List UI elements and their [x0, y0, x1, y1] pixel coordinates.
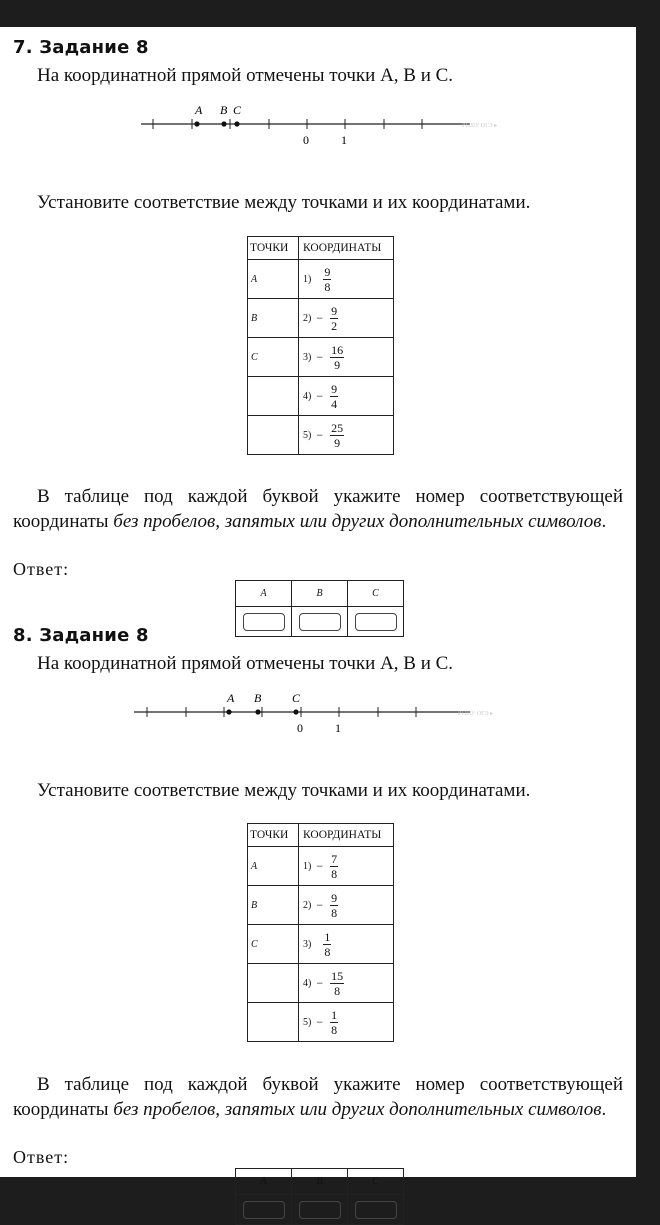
answer-cell-a	[236, 607, 292, 637]
answer-input-b[interactable]	[299, 1201, 341, 1219]
empty-cell	[248, 1003, 299, 1042]
match-prompt: Установите соответствие между точками и их координатами.	[37, 780, 531, 801]
number-line	[0, 101, 636, 151]
point-a: A	[248, 260, 299, 299]
svg-text:РЕШУ ОГЭ ▸: РЕШУ ОГЭ ▸	[462, 123, 498, 129]
point-b: B	[248, 299, 299, 338]
number-line	[0, 689, 636, 739]
point-b: B	[248, 886, 299, 925]
answer-letter-c: C	[348, 1169, 404, 1195]
answer-label: Ответ:	[13, 1147, 70, 1167]
empty-cell	[248, 964, 299, 1003]
matching-table	[247, 823, 394, 1042]
answer-letter-c: C	[348, 581, 404, 607]
axis-label-one: 1	[335, 721, 341, 735]
point-a	[226, 709, 231, 714]
point-c	[293, 709, 298, 714]
point-label-a: A	[195, 103, 203, 117]
answer-input-b[interactable]	[299, 613, 341, 631]
match-prompt: Установите соответствие между точками и их координатами.	[37, 192, 531, 213]
point-c: C	[248, 925, 299, 964]
answer-letter-a: A	[236, 581, 292, 607]
point-label-b: B	[220, 103, 228, 117]
point-c	[234, 121, 239, 126]
instruction: В таблице под каждой буквой укажите номер соответствующей координаты без пробелов, запятых или других дополнительных символов.	[13, 1074, 623, 1120]
option-5: 5) − $\frac{1}{8}$	[299, 1003, 394, 1042]
empty-cell	[248, 377, 299, 416]
point-label-c: C	[233, 103, 242, 117]
option-5: 5) − $\frac{25}{9}$	[299, 416, 394, 455]
header-coordinates: КООРДИНАТЫ	[299, 237, 394, 260]
header-points: ТОЧКИ	[248, 237, 299, 260]
answer-input-a[interactable]	[243, 1201, 285, 1219]
axis-label-zero: 0	[303, 133, 309, 147]
axis-label-one: 1	[341, 133, 347, 147]
option-1: 1) $\frac{9}{8}$	[299, 260, 394, 299]
task-statement: На координатной прямой отмечены точки A, B и C.	[37, 653, 454, 674]
option-2: 2) − $\frac{9}{8}$	[299, 886, 394, 925]
worksheet-page	[0, 27, 636, 1187]
axis-label-zero: 0	[297, 721, 303, 735]
task-header: 7. Задание 8	[13, 37, 149, 58]
answer-cell-b	[292, 1195, 348, 1225]
answer-letter-b: B	[292, 1169, 348, 1195]
answer-input-c[interactable]	[355, 1201, 397, 1219]
answer-cell-c	[348, 1195, 404, 1225]
answer-cell-b	[292, 607, 348, 637]
point-b	[255, 709, 260, 714]
option-2: 2) − $\frac{9}{2}$	[299, 299, 394, 338]
instruction: В таблице под каждой буквой укажите номер соответствующей координаты без пробелов, запятых или других дополнительных символов.	[13, 486, 623, 532]
option-1: 1) − $\frac{7}{8}$	[299, 847, 394, 886]
answer-cell-a	[236, 1195, 292, 1225]
task-statement: На координатной прямой отмечены точки A, B и C.	[37, 65, 454, 86]
option-3: 3) − $\frac{16}{9}$	[299, 338, 394, 377]
empty-cell	[248, 416, 299, 455]
point-a: A	[248, 847, 299, 886]
point-b	[221, 121, 226, 126]
matching-table	[247, 236, 394, 455]
point-label-a: A	[227, 691, 235, 705]
option-4: 4) − $\frac{15}{8}$	[299, 964, 394, 1003]
point-a	[194, 121, 199, 126]
option-4: 4) − $\frac{9}{4}$	[299, 377, 394, 416]
answer-letter-a: A	[236, 1169, 292, 1195]
header-coordinates: КООРДИНАТЫ	[299, 824, 394, 847]
point-c: C	[248, 338, 299, 377]
point-label-c: C	[292, 691, 301, 705]
task-header: 8. Задание 8	[13, 625, 149, 646]
answer-table	[235, 580, 404, 637]
point-label-b: B	[254, 691, 262, 705]
answer-letter-b: B	[292, 581, 348, 607]
answer-label: Ответ:	[13, 559, 70, 579]
answer-input-a[interactable]	[243, 613, 285, 631]
svg-text:РЕШУ ОГЭ ▸: РЕШУ ОГЭ ▸	[458, 711, 494, 717]
answer-input-c[interactable]	[355, 613, 397, 631]
option-3: 3) $\frac{1}{8}$	[299, 925, 394, 964]
header-points: ТОЧКИ	[248, 824, 299, 847]
answer-cell-c	[348, 607, 404, 637]
